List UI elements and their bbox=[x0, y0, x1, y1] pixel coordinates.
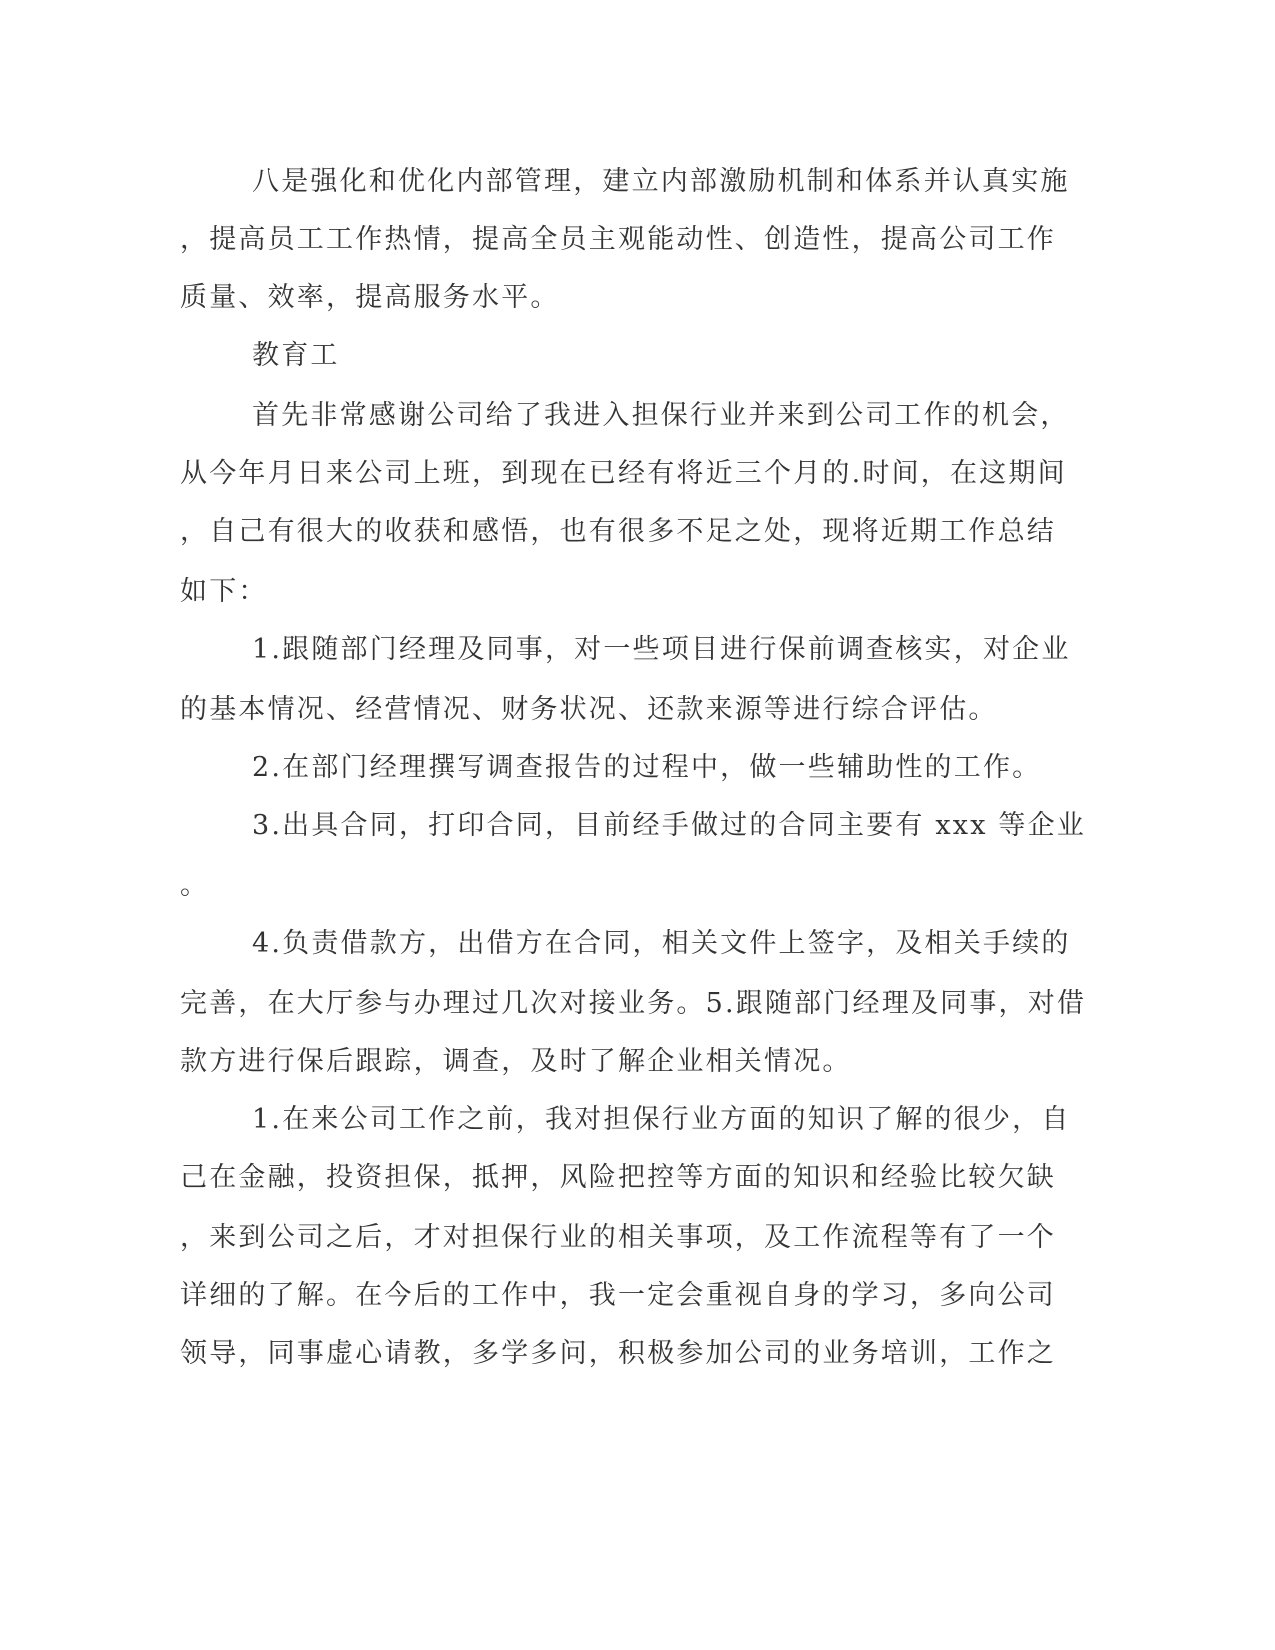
text-line: 。 bbox=[180, 870, 210, 901]
section-heading: 教育工 bbox=[252, 340, 340, 371]
text-line: 如下： bbox=[180, 576, 268, 607]
text-line: 首先非常感谢公司给了我进入担保行业并来到公司工作的机会， bbox=[252, 400, 1070, 431]
text-line: ，自己有很大的收获和感悟，也有很多不足之处，现将近期工作总结 bbox=[180, 516, 1056, 547]
text-line: 八是强化和优化内部管理，建立内部激励机制和体系并认真实施 bbox=[252, 166, 1070, 197]
text-line: 详细的了解。在今后的工作中，我一定会重视自身的学习，多向公司 bbox=[180, 1280, 1056, 1311]
text-line: 的基本情况、经营情况、财务状况、还款来源等进行综合评估。 bbox=[180, 694, 998, 725]
text-line: 完善，在大厅参与办理过几次对接业务。5.跟随部门经理及同事，对借 bbox=[180, 988, 1087, 1019]
text-line: ，来到公司之后，才对担保行业的相关事项，及工作流程等有了一个 bbox=[180, 1222, 1056, 1253]
text-line: 质量、效率，提高服务水平。 bbox=[180, 282, 560, 313]
text-line: ，提高员工工作热情，提高全员主观能动性、创造性，提高公司工作 bbox=[180, 224, 1056, 255]
list-item: 2.在部门经理撰写调查报告的过程中，做一些辅助性的工作。 bbox=[252, 752, 1042, 783]
list-item: 1.在来公司工作之前，我对担保行业方面的知识了解的很少，自 bbox=[252, 1104, 1071, 1135]
text-line: 领导，同事虚心请教，多学多问，积极参加公司的业务培训，工作之 bbox=[180, 1338, 1056, 1369]
list-item: 4.负责借款方，出借方在合同，相关文件上签字，及相关手续的 bbox=[252, 928, 1071, 959]
list-item: 3.出具合同，打印合同，目前经手做过的合同主要有 xxx 等企业 bbox=[252, 810, 1087, 841]
text-line: 从今年月日来公司上班，到现在已经有将近三个月的.时间，在这期间 bbox=[180, 458, 1067, 489]
text-line: 款方进行保后跟踪，调查，及时了解企业相关情况。 bbox=[180, 1046, 852, 1077]
text-line: 己在金融，投资担保，抵押，风险把控等方面的知识和经验比较欠缺 bbox=[180, 1162, 1056, 1193]
list-item: 1.跟随部门经理及同事，对一些项目进行保前调查核实，对企业 bbox=[252, 634, 1071, 665]
